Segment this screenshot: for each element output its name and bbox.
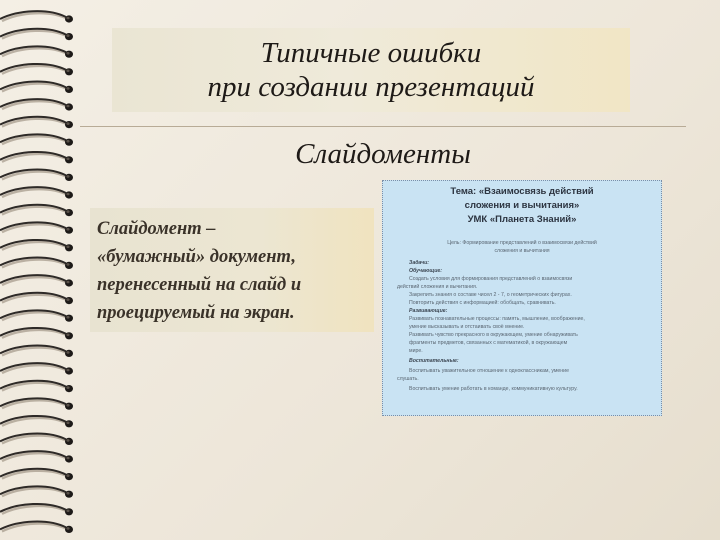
thumbnail-text-line: слушать. [397,376,419,382]
title-box [112,28,630,112]
thumbnail-text-line: фрагменты предметов, связанных с математикой, в окружающем [409,340,568,346]
thumbnail-text-line: Воспитывать умение работать в команде, коммуникативную культуру. [409,386,578,392]
thumbnail-text-line: Задачи: [409,260,430,266]
divider [80,126,686,127]
spiral-binding-icon [0,0,80,540]
thumbnail-text-line: мире. [409,348,423,354]
thumbnail-text-line: сложения и вычитания [494,248,550,254]
definition-line: «бумажный» документ, [97,247,296,267]
thumbnail-text-line: Воспитательные: [409,358,459,364]
thumbnail-heading-line: сложения и вычитания» [464,200,580,211]
section-subtitle: Слайдоменты [295,138,471,170]
definition-box [90,208,374,332]
thumbnail-text-line: Закрепить знания о составе чисел 2 - 7, о геометрических фигурах. [409,292,572,298]
thumbnail-text-line: действий сложения и вычитания. [397,284,478,290]
page-title-line-1: Типичные ошибки [260,37,482,69]
thumbnail-text-line: Повторить действия с информацией: обобщать, сравнивать. [409,300,556,306]
thumbnail-text-line: Развивающие: [409,308,448,314]
thumbnail-text-line: Создать условия для формирования представлений о взаимосвязи [409,276,573,282]
definition-line: перенесенный на слайд и [97,275,302,295]
thumbnail-text-line: Развивать чувство прекрасного в окружающем, умение обнаруживать [409,332,578,338]
thumbnail-text-line: Обучающие: [409,268,443,274]
page-title-line-2: при создании презентаций [207,71,535,103]
thumbnail-heading-line: УМК «Планета Знаний» [467,214,577,225]
thumbnail-text-line: Воспитывать уважительное отношение к одноклассникам, умение [409,368,569,374]
thumbnail-text-line: умение высказывать и отстаивать своё мнение. [409,324,525,330]
thumbnail-text-line: Развивать познавательные процессы: память, мышление, воображение, [409,316,585,322]
definition-line: Слайдомент – [97,219,216,239]
thumbnail-heading-line: Тема: «Взаимосвязь действий [450,186,594,197]
definition-line: проецируемый на экран. [97,303,295,323]
thumbnail-text-line: Цель: Формирование представлений о взаимосвязи действий [447,240,597,246]
example-slide-thumbnail [382,180,662,416]
